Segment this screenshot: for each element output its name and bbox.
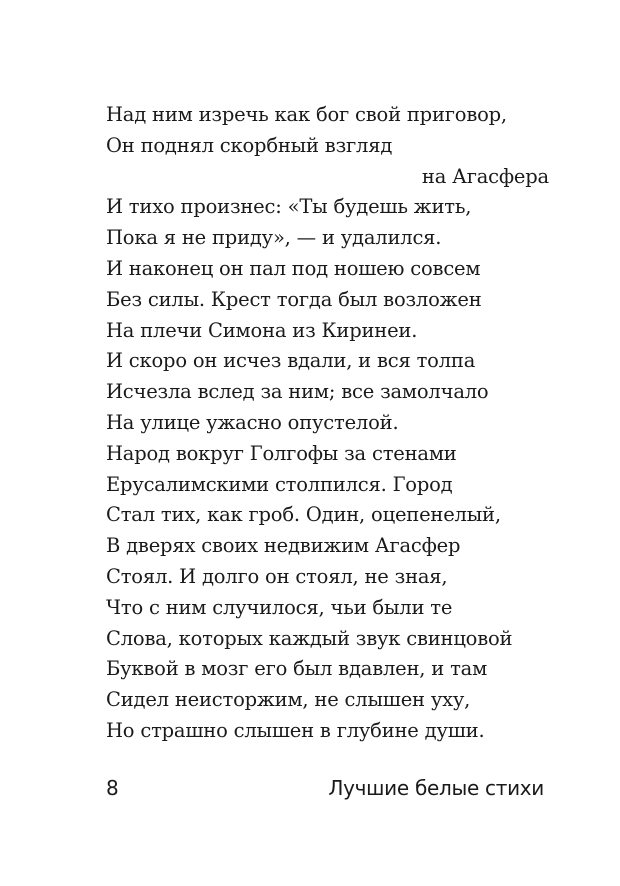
poem-line: Но страшно слышен в глубине души. bbox=[106, 718, 485, 742]
poem-line: И скоро он исчез вдали, и вся толпа bbox=[106, 349, 476, 373]
poem-line: Над ним изречь как бог свой приговор, bbox=[106, 103, 507, 126]
poem-line: В дверях своих недвижим Агасфер bbox=[106, 534, 461, 558]
poem-text bbox=[106, 100, 551, 747]
poem-line: И наконец он пал под ношею совсем bbox=[106, 256, 481, 280]
page-footer bbox=[106, 776, 544, 800]
poem-line: Исчезла вслед за ним; все замолчало bbox=[106, 380, 489, 404]
poem-line: Что с ним случилося, чьи были те bbox=[106, 595, 453, 619]
poem-line: Слова, которых каждый звук свинцовой bbox=[106, 626, 513, 650]
poem-line: Пока я не приду», — и удалился. bbox=[106, 226, 442, 250]
poem-line: Сидел неисторжим, не слышен уху, bbox=[106, 688, 471, 712]
page-number: 8 bbox=[106, 776, 119, 800]
poem-line: На плечи Симона из Киринеи. bbox=[106, 318, 418, 342]
poem-line: Стал тих, как гроб. Один, оцепенелый, bbox=[106, 503, 501, 527]
poem-line: На улице ужасно опустелой. bbox=[106, 410, 399, 434]
poem-line: И тихо произнес: «Ты будешь жить, bbox=[106, 195, 472, 219]
poem-line: Народ вокруг Голгофы за стенами bbox=[106, 441, 457, 465]
poem-line: на Агасфера bbox=[421, 164, 549, 188]
poem-line: Без силы. Крест тогда был возложен bbox=[106, 287, 482, 311]
running-title: Лучшие белые стихи bbox=[328, 776, 544, 800]
poem-line: Он поднял скорбный взгляд bbox=[106, 133, 393, 157]
poem-line: Буквой в мозг его был вдавлен, и там bbox=[106, 657, 488, 681]
poem-line: Стоял. И долго он стоял, не зная, bbox=[106, 564, 448, 588]
poem-line: Ерусалимскими столпился. Город bbox=[106, 472, 453, 496]
